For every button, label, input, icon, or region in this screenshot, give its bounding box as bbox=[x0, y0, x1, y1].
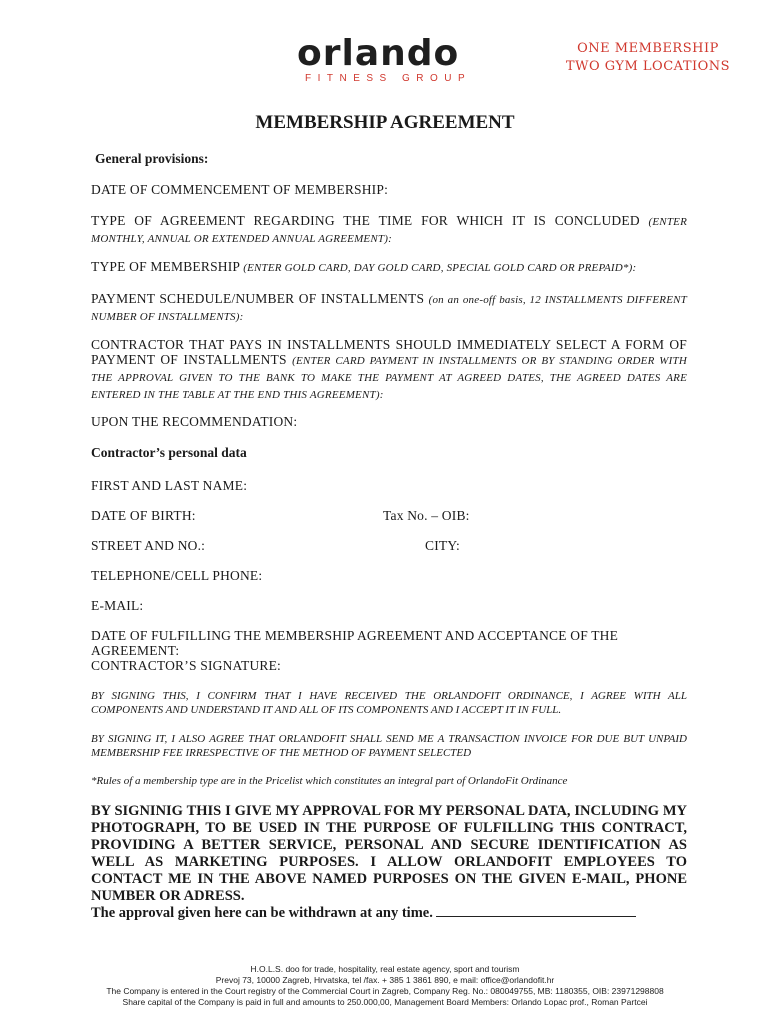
signature-label: CONTRACTOR’S SIGNATURE: bbox=[91, 658, 281, 673]
withdraw-statement bbox=[91, 904, 687, 921]
footer-line-4: Share capital of the Company is paid in full and amounts to 250.000,00, Management Board Members: Orlando Lopac prof., Roman Partcei bbox=[122, 997, 648, 1007]
city-label: CITY: bbox=[425, 538, 461, 553]
type-agreement-block bbox=[91, 213, 687, 247]
street-label: STREET AND NO.: bbox=[91, 538, 206, 553]
footer-line-2: Prevoj 73, 10000 Zagreb, Hrvatska, tel /fax. + 385 1 3861 890, e mail: office@orlandofit.hr bbox=[215, 975, 555, 985]
type-agreement-label: TYPE OF AGREEMENT REGARDING THE TIME FOR WHICH IT IS CONCLUDED bbox=[91, 213, 640, 228]
company-footer bbox=[0, 964, 770, 1008]
data-approval-statement: BY SIGNINIG THIS I GIVE MY APPROVAL FOR MY PERSONAL DATA, INCLUDING MY PHOTOGRAPH, TO BE USED IN THE PURPOSE OF FULFILLING THIS CONTRACT, PROVIDING A BETTER SERVICE, PERSONAL AND SECURE IDENTIFICATION AS WELL AS MARKETING PURPOSES. I ALLOW ORLANDOFIT EMPLOYEES TO CONTACT ME IN THE ABOVE NAMED PURPOSES ON THE GIVEN E-MAIL, PHONE NUMBER OR ADRESS. bbox=[91, 803, 687, 904]
company-logo bbox=[297, 33, 487, 84]
footer-line-1: H.O.L.S. doo for trade, hospitality, real estate agency, sport and tourism bbox=[250, 964, 520, 974]
date-fulfilling-label: DATE OF FULFILLING THE MEMBERSHIP AGREEMENT AND ACCEPTANCE OF THE AGREEMENT: bbox=[91, 628, 619, 658]
type-membership-block bbox=[91, 259, 687, 276]
tax-number-label: Tax No. – OIB: bbox=[383, 508, 470, 523]
statement-ordinance: BY SIGNING THIS, I CONFIRM THAT I HAVE RECEIVED THE ORLANDOFIT ORDINANCE, I AGREE WITH ALL COMPONENTS AND UNDERSTAND IT AND ALL OF ITS COMPONENTS AND I ACCEPT IT IN FULL. bbox=[91, 690, 687, 716]
name-label: FIRST AND LAST NAME: bbox=[91, 478, 248, 493]
type-membership-note: (ENTER GOLD CARD, DAY GOLD CARD, SPECIAL GOLD CARD OR PREPAID*): bbox=[243, 262, 637, 274]
phone-label: TELEPHONE/CELL PHONE: bbox=[91, 568, 263, 583]
email-label: E-MAIL: bbox=[91, 598, 144, 613]
contractor-installments-block bbox=[91, 337, 687, 403]
personal-data-heading: Contractor’s personal data bbox=[91, 445, 247, 460]
contractor-installments-label: CONTRACTOR THAT PAYS IN INSTALLMENTS SHOULD IMMEDIATELY SELECT A FORM OF PAYMENT OF INSTALLMENTS bbox=[91, 337, 687, 367]
statement-invoice: BY SIGNING IT, I ALSO AGREE THAT ORLANDOFIT SHALL SEND ME A TRANSACTION INVOICE FOR DUE BUT UNPAID MEMBERSHIP FEE IRRESPECTIVE OF THE METHOD OF PAYMENT SELECTED bbox=[91, 733, 687, 759]
dob-label: DATE OF BIRTH: bbox=[91, 508, 196, 523]
payment-schedule-block bbox=[91, 291, 687, 325]
withdraw-text: The approval given here can be withdrawn at any time. bbox=[91, 905, 433, 921]
contractor-installments-note: (ENTER CARD PAYMENT IN INSTALLMENTS OR BY STANDING ORDER WITH THE APPROVAL GIVEN TO THE BANK TO MAKE THE PAYMENT AT AGREED DATES, THE AGREED DATES ARE ENTERED IN THE TABLE AT THE END THIS AGREEMENT): bbox=[91, 355, 687, 401]
tagline-line-1: ONE MEMBERSHIP bbox=[577, 41, 719, 56]
footer-line-3: The Company is entered in the Court registry of the Commercial Court in Zagreb, Company Reg. No.: 080049755, MB: 1180355, OIB: 23971298808 bbox=[106, 986, 664, 996]
tagline bbox=[548, 40, 748, 76]
general-provisions-heading: General provisions: bbox=[95, 151, 209, 166]
tagline-line-2: TWO GYM LOCATIONS bbox=[565, 59, 731, 74]
withdraw-signature-line bbox=[436, 904, 636, 917]
payment-schedule-note: (on an one-off basis, 12 INSTALLMENTS DIFFERENT NUMBER OF INSTALLMENTS): bbox=[91, 294, 687, 323]
rules-note: *Rules of a membership type are in the Pricelist which constitutes an integral part of OrlandoFit Ordinance bbox=[91, 775, 568, 787]
type-agreement-note: (ENTER MONTHLY, ANNUAL OR EXTENDED ANNUAL AGREEMENT): bbox=[91, 216, 687, 245]
date-commencement-label: DATE OF COMMENCEMENT OF MEMBERSHIP: bbox=[91, 182, 389, 197]
logo-subtitle: FITNESS GROUP bbox=[305, 73, 472, 84]
logo-wordmark: orlando bbox=[297, 33, 460, 74]
type-membership-label: TYPE OF MEMBERSHIP bbox=[91, 259, 240, 274]
recommendation-label: UPON THE RECOMMENDATION: bbox=[91, 414, 298, 429]
document-title: MEMBERSHIP AGREEMENT bbox=[255, 112, 515, 133]
payment-schedule-label: PAYMENT SCHEDULE/NUMBER OF INSTALLMENTS bbox=[91, 291, 425, 306]
